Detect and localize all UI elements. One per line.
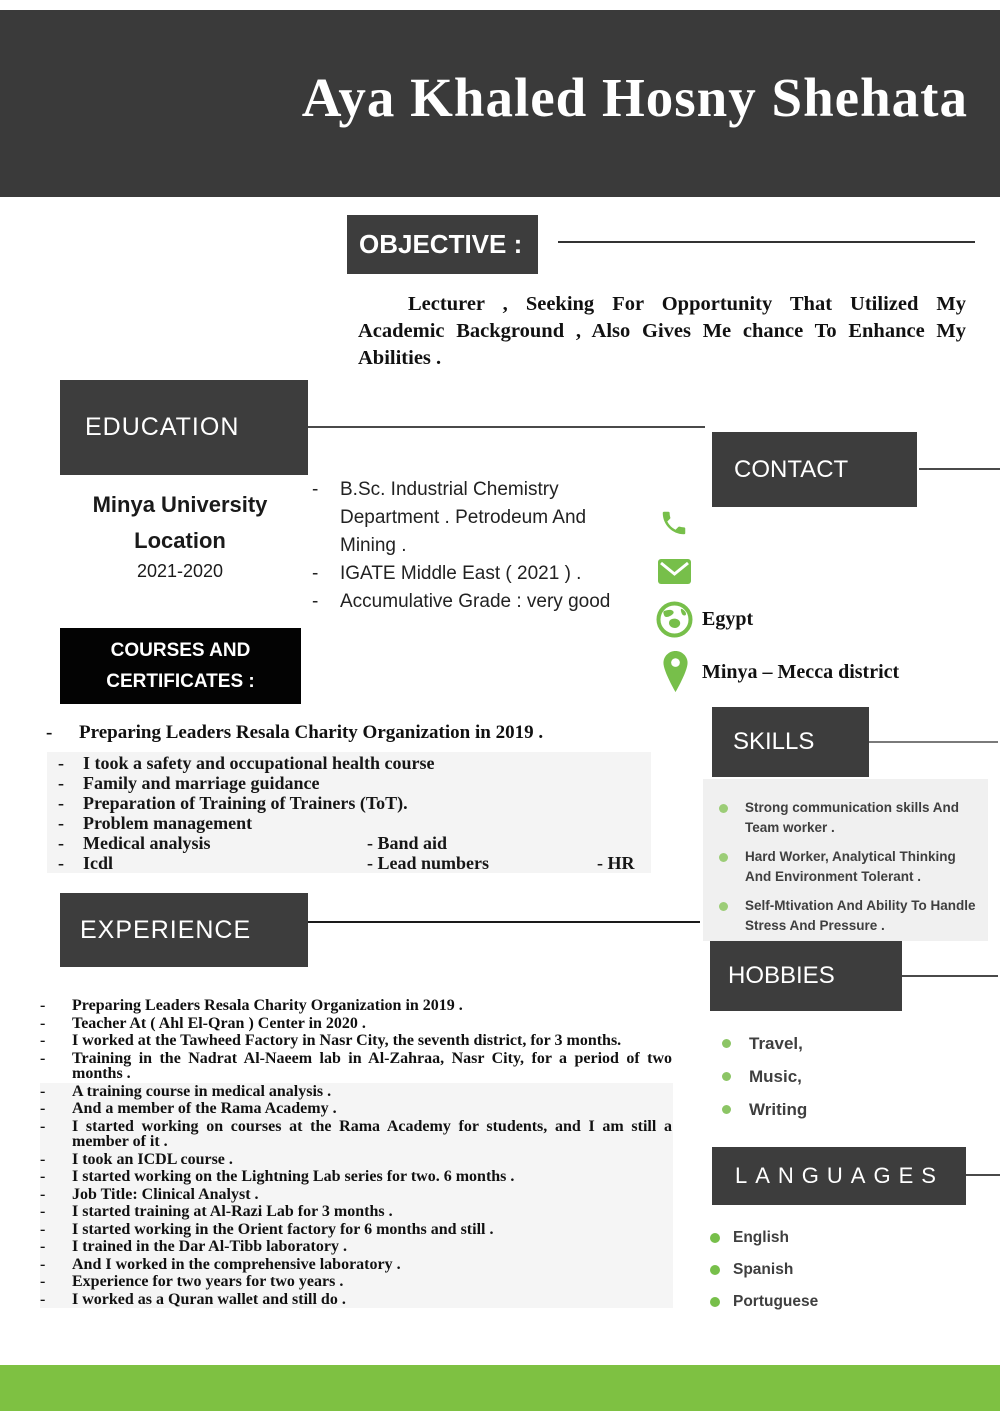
person-name: Aya Khaled Hosny Shehata — [301, 67, 968, 128]
list-item: - Icdl - Lead numbers - HR — [58, 853, 635, 873]
bullet-dot-icon — [719, 902, 728, 911]
contact-heading: CONTACT — [734, 455, 849, 483]
languages-divider-line — [966, 1174, 1000, 1176]
dash-marker: - — [40, 1100, 46, 1117]
list-item: Travel, — [722, 1033, 807, 1054]
dash-marker: - — [40, 1014, 46, 1032]
list-item: - Problem management — [58, 813, 253, 833]
education-school — [55, 487, 305, 559]
dash-marker: - — [40, 997, 46, 1014]
dash-marker: - — [40, 1032, 46, 1049]
dash-marker: - — [40, 1185, 46, 1203]
courses-first-item: - Preparing Leaders Resala Charity Organization in 2019 . — [46, 722, 544, 743]
list-item: - And I worked in the comprehensive laboratory . — [40, 1256, 673, 1274]
list-item: - I worked at the Tawheed Factory in Nasr City, the seventh district, for 3 months. — [40, 1032, 622, 1049]
bullet-dot-icon — [710, 1233, 720, 1243]
dash-marker: - — [40, 1049, 46, 1067]
bullet-dot-icon — [710, 1265, 720, 1275]
bullet-dot-icon — [722, 1039, 731, 1048]
dash-marker: - — [58, 813, 64, 833]
globe-icon — [656, 601, 693, 638]
list-item: - I started training at Al-Razi Lab for 3 months . — [40, 1203, 673, 1221]
dash-marker: - — [58, 753, 64, 773]
list-item: - Teacher At ( Ahl El-Qran ) Center in 2020 . — [40, 1014, 366, 1032]
skills-heading-box — [712, 707, 869, 777]
list-item: - I worked as a Quran wallet and still do . — [40, 1291, 673, 1309]
dash-marker: - — [40, 1238, 46, 1255]
bullet-dot-icon — [722, 1072, 731, 1081]
education-list — [312, 476, 657, 616]
experience-heading-box — [60, 893, 308, 967]
courses-heading-line1: COURSES AND — [110, 640, 251, 661]
list-item: - I started working in the Orient factory for 6 months and still . — [40, 1221, 673, 1239]
education-school-line2: Location — [134, 528, 226, 553]
list-item: - Family and marriage guidance — [58, 773, 320, 793]
skills-heading: SKILLS — [733, 728, 815, 755]
dash-marker: - — [312, 563, 319, 584]
location-pin-icon — [661, 651, 690, 692]
list-item: - I started working on courses at the Rama Academy for students, and I am still a member of it . — [40, 1117, 672, 1150]
footer-accent-bar — [0, 1365, 1000, 1411]
dash-marker: - — [40, 1117, 46, 1135]
courses-heading-line2: CERTIFICATES : — [106, 671, 255, 692]
contact-address: Minya – Mecca district — [702, 661, 900, 683]
hobbies-list — [722, 1033, 807, 1132]
dash-marker: - — [58, 773, 64, 793]
list-item: - B.Sc. Industrial Chemistry Department . Petrodeum And Mining . — [312, 476, 657, 560]
education-heading-box — [60, 380, 308, 475]
list-item: - Medical analysis - Band aid — [58, 833, 448, 853]
courses-heading-box — [60, 628, 301, 704]
list-item: Portuguese — [710, 1292, 818, 1312]
envelope-icon — [658, 559, 691, 584]
dash-marker: - — [40, 1203, 46, 1220]
list-item: - Training in the Nadrat Al-Naeem lab in Al-Zahraa, Nasr City, for a period of two months . — [40, 1049, 672, 1082]
list-item: Music, — [722, 1066, 807, 1087]
dash-marker: - — [40, 1082, 46, 1100]
hobbies-divider-line — [902, 975, 998, 977]
list-item: Spanish — [710, 1260, 818, 1280]
contact-heading-box — [712, 432, 917, 507]
list-item: - I took an ICDL course . — [40, 1151, 673, 1169]
courses-panel — [47, 752, 651, 873]
objective-divider-line — [558, 241, 975, 243]
skills-panel — [703, 779, 988, 941]
list-item: - Accumulative Grade : very good — [312, 588, 657, 616]
bullet-dot-icon — [722, 1105, 731, 1114]
languages-list — [710, 1228, 818, 1324]
objective-heading: OBJECTIVE : — [359, 229, 523, 259]
list-item: Hard Worker, Analytical Thinking And Environment Tolerant . — [703, 847, 983, 887]
list-item: - IGATE Middle East ( 2021 ) . — [312, 560, 657, 588]
education-heading: EDUCATION — [85, 413, 240, 441]
dash-marker: - — [40, 1220, 46, 1238]
list-item: - I took a safety and occupational health course — [58, 753, 435, 773]
list-item: English — [710, 1228, 818, 1248]
dash-marker: - — [46, 722, 53, 743]
languages-heading: LANGUAGES — [735, 1163, 944, 1188]
list-item: - Experience for two years for two years . — [40, 1273, 673, 1291]
dash-marker: - — [40, 1150, 46, 1168]
list-item: - Preparation of Training of Trainers (ToT). — [58, 793, 408, 813]
list-item: - I trained in the Dar Al-Tibb laboratory . — [40, 1238, 673, 1256]
list-item: Strong communication skills And Team worker . — [703, 798, 983, 838]
list-item: Writing — [722, 1099, 807, 1120]
dash-marker: - — [40, 1168, 46, 1185]
dash-marker: - — [312, 591, 319, 612]
hobbies-heading-box — [710, 941, 902, 1011]
experience-heading: EXPERIENCE — [80, 915, 252, 944]
bullet-dot-icon — [719, 804, 728, 813]
objective-heading-box — [347, 215, 538, 274]
education-years: 2021-2020 — [136, 561, 224, 581]
languages-heading-box — [712, 1147, 966, 1205]
list-item: Self-Mtivation And Ability To Handle Stress And Pressure . — [703, 896, 983, 936]
experience-list — [40, 997, 673, 1308]
dash-marker: - — [58, 833, 64, 853]
phone-icon — [659, 508, 689, 538]
objective-text: Lecturer , Seeking For Opportunity That Utilized My Academic Background , Also Gives Me chance To Enhance My Abilities . — [358, 293, 966, 369]
bullet-dot-icon — [719, 853, 728, 862]
education-divider-line — [308, 426, 705, 428]
contact-divider-line — [919, 468, 1000, 470]
list-item: - I started working on the Lightning Lab series for two. 6 months . — [40, 1168, 673, 1186]
experience-divider-line — [308, 921, 700, 923]
header-bar — [0, 10, 1000, 197]
skills-divider-line — [869, 741, 998, 743]
education-school-line1: Minya University — [92, 492, 268, 517]
list-item: - A training course in medical analysis . — [40, 1083, 673, 1101]
bullet-dot-icon — [710, 1297, 720, 1307]
dash-marker: - — [58, 853, 64, 873]
list-item: - And a member of the Rama Academy . — [40, 1100, 673, 1118]
list-item: - Job Title: Clinical Analyst . — [40, 1186, 673, 1204]
dash-marker: - — [40, 1255, 46, 1273]
dash-marker: - — [312, 479, 319, 500]
dash-marker: - — [40, 1290, 46, 1308]
list-item: - Preparing Leaders Resala Charity Organization in 2019 . — [40, 997, 463, 1014]
dash-marker: - — [58, 793, 64, 813]
contact-country: Egypt — [702, 608, 754, 630]
hobbies-heading: HOBBIES — [728, 962, 835, 989]
dash-marker: - — [40, 1273, 46, 1290]
